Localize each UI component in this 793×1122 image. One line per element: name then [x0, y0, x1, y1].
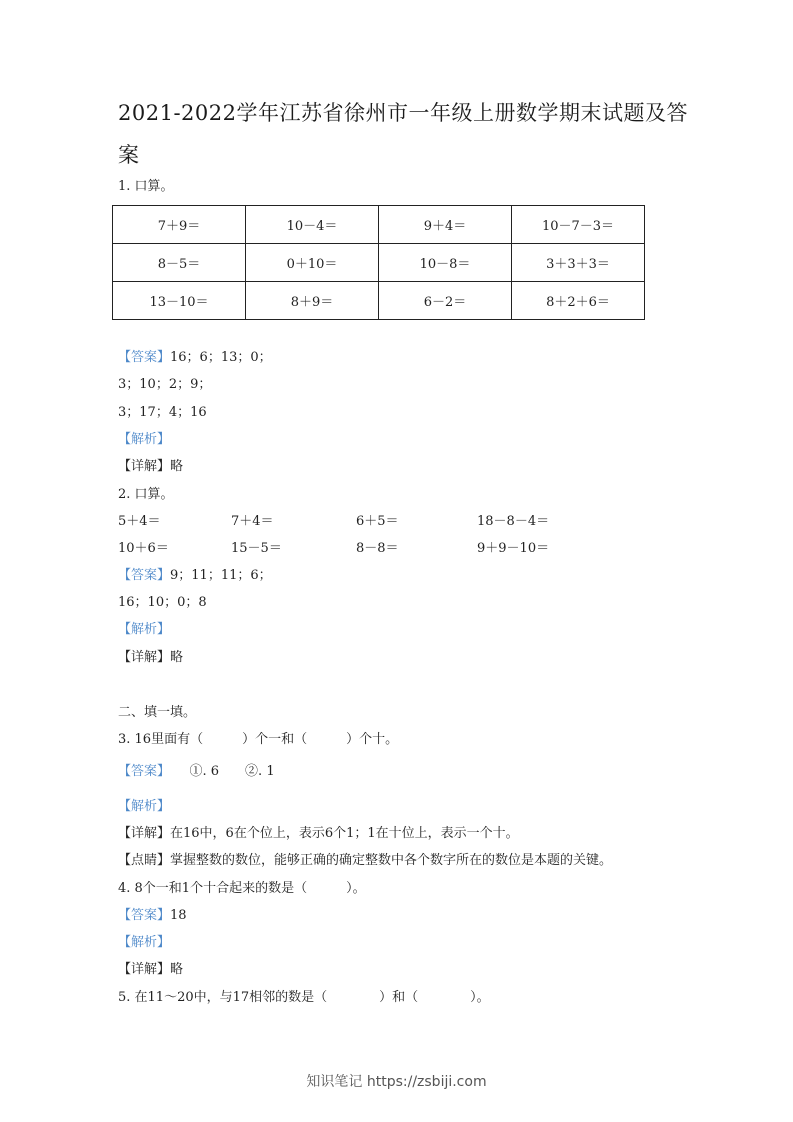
table-cell: 10－4＝ — [246, 206, 379, 244]
q4-label: 4. 8个一和1个十合起来的数是（ ）。 — [118, 881, 366, 896]
q2-item: 6＋5＝ — [356, 514, 399, 529]
table-row — [113, 244, 645, 282]
q1-analysis-tag: 【解析】 — [118, 432, 171, 447]
answer-text: 18 — [170, 908, 187, 923]
footer-watermark: 知识笔记 https://zsbiji.com — [306, 1074, 487, 1090]
table-cell: 6－2＝ — [379, 282, 512, 320]
q5-label: 5. 在11～20中，与17相邻的数是（ ）和（ ）。 — [118, 990, 490, 1005]
detail-tag: 【详解】 — [118, 826, 171, 841]
detail-text: 在16中，6在个位上，表示6个1；1在十位上，表示一个十。 — [170, 826, 519, 841]
detail-text: 略 — [170, 962, 184, 977]
table-cell: 8＋2＋6＝ — [512, 282, 645, 320]
q2-label: 2. 口算。 — [118, 487, 174, 502]
table-cell: 7＋9＝ — [113, 206, 246, 244]
table-row — [113, 282, 645, 320]
q2-detail — [118, 649, 183, 667]
q3-label: 3. 16里面有（ ）个一和（ ）个十。 — [118, 732, 399, 747]
q1-answer-line2: 3；10；2；9； — [118, 377, 212, 392]
answer-tag: 【答案】 — [118, 350, 171, 365]
page-title: 2021-2022学年江苏省徐州市一年级上册数学期末试题及答案 — [118, 101, 688, 167]
detail-tag: 【详解】 — [118, 962, 171, 977]
q1-answer-line3: 3；17；4；16 — [118, 405, 207, 420]
q2-item: 8－8＝ — [356, 541, 399, 556]
q2-item: 5＋4＝ — [118, 514, 161, 529]
q2-answer — [118, 567, 272, 585]
q2-item: 18－8－4＝ — [477, 514, 550, 529]
q2-item: 9＋9－10＝ — [477, 541, 550, 556]
q3-detail — [118, 825, 519, 843]
answer-tag: 【答案】 — [118, 568, 171, 583]
q3-analysis-tag: 【解析】 — [118, 799, 171, 814]
table-cell: 13－10＝ — [113, 282, 246, 320]
detail-tag: 【详解】 — [118, 459, 171, 474]
table-cell: 8＋9＝ — [246, 282, 379, 320]
answer-tag: 【答案】 — [118, 764, 164, 779]
q3-point — [118, 852, 612, 870]
q4-analysis-tag: 【解析】 — [118, 935, 171, 950]
q2-item: 15－5＝ — [231, 541, 282, 556]
table-cell: 0＋10＝ — [246, 244, 379, 282]
detail-text: 略 — [170, 650, 184, 665]
q2-item: 10＋6＝ — [118, 541, 169, 556]
detail-tag: 【详解】 — [118, 650, 171, 665]
q1-calc-table — [112, 205, 645, 320]
q1-answer — [118, 349, 272, 367]
point-tag: 【点睛】 — [118, 853, 171, 868]
answer-text: 9；11；11；6； — [170, 568, 272, 583]
q2-answer-line2: 16；10；0；8 — [118, 595, 207, 610]
q1-label: 1. 口算。 — [118, 179, 174, 194]
answer-text: ①. 6 ②. 1 — [163, 764, 275, 779]
q3-answer — [118, 763, 275, 781]
table-cell: 10－8＝ — [379, 244, 512, 282]
q2-item: 7＋4＝ — [231, 514, 274, 529]
section-heading: 二、填一填。 — [118, 705, 197, 720]
table-cell: 3＋3＋3＝ — [512, 244, 645, 282]
table-cell: 10－7－3＝ — [512, 206, 645, 244]
answer-text: 16；6；13；0； — [170, 350, 272, 365]
answer-tag: 【答案】 — [118, 908, 171, 923]
detail-text: 略 — [170, 459, 184, 474]
table-cell: 9＋4＝ — [379, 206, 512, 244]
q2-analysis-tag: 【解析】 — [118, 622, 171, 637]
point-text: 掌握整数的数位，能够正确的确定整数中各个数字所在的数位是本题的关键。 — [170, 853, 613, 868]
table-cell: 8－5＝ — [113, 244, 246, 282]
q4-answer — [118, 907, 187, 925]
q4-detail — [118, 961, 183, 979]
q1-detail — [118, 458, 183, 476]
table-row — [113, 206, 645, 244]
